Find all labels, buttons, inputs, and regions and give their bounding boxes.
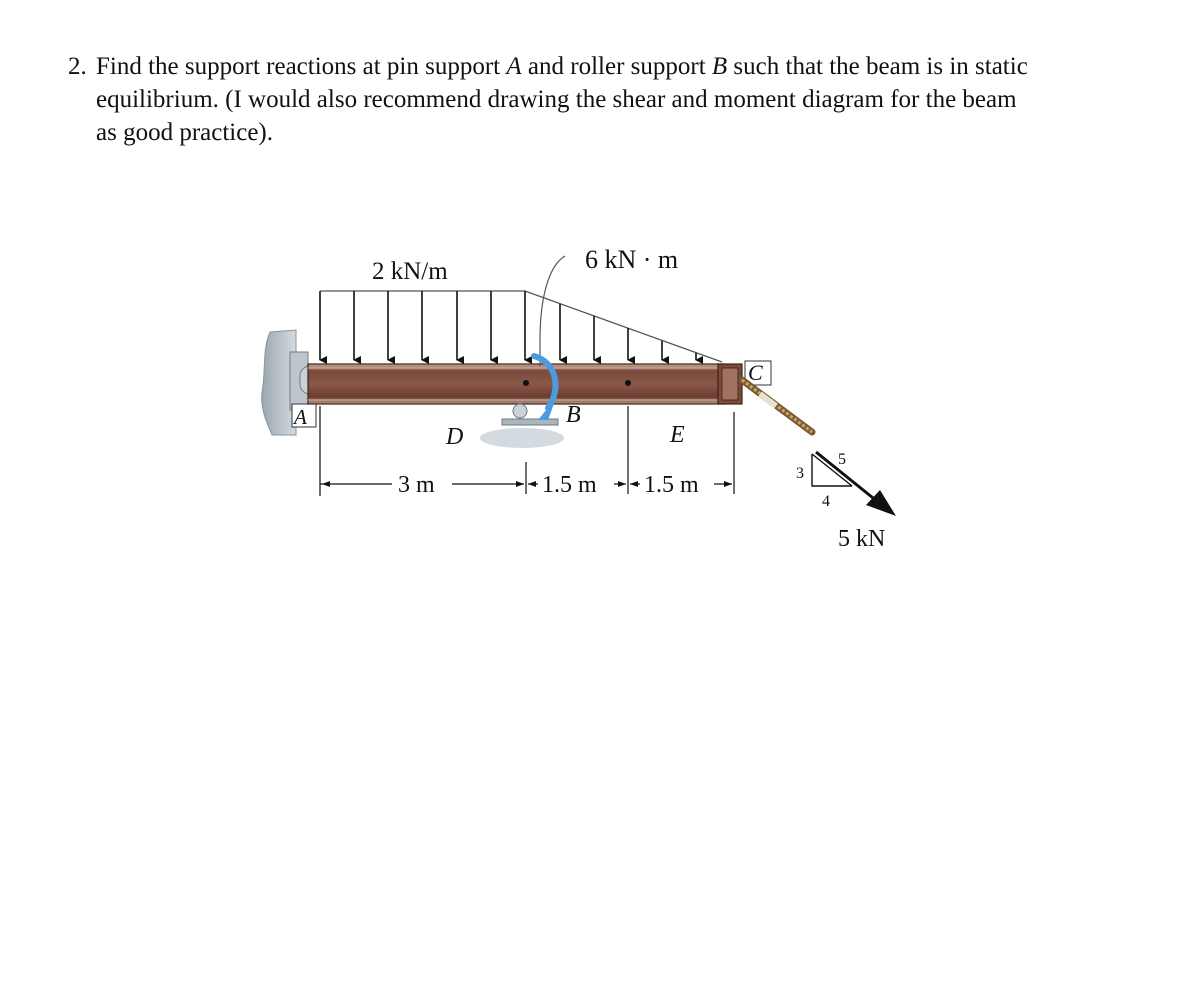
slope-4-label: 4 (822, 493, 830, 510)
dimension-3m: 3 m (398, 472, 435, 498)
problem-line-3: as good practice). (96, 119, 274, 146)
problem-number: 2. (68, 53, 87, 80)
slope-5-label: 5 (838, 451, 846, 468)
cable-rod (742, 380, 812, 432)
roller-support-b (480, 402, 581, 448)
problem-line-1: Find the support reactions at pin support A and roller support B such that the beam is in static (96, 53, 1028, 80)
dimension-1-5m-second: 1.5 m (644, 472, 699, 498)
load-label: 2 kN/m (372, 258, 448, 285)
dimension-1-5m-first: 1.5 m (542, 472, 597, 498)
point-d-label: D (446, 424, 464, 450)
moment-label: 6 kN · m (585, 245, 679, 274)
point-c-label: C (748, 360, 763, 385)
force-label: 5 kN (838, 526, 886, 552)
point-e-label: E (670, 422, 685, 448)
slope-3-label: 3 (796, 465, 804, 482)
point-b-label: B (566, 402, 581, 428)
beam (308, 360, 771, 404)
point-a-label: A (294, 405, 307, 429)
problem-line-2: equilibrium. (I would also recommend drawing the shear and moment diagram for the beam (96, 86, 1017, 113)
